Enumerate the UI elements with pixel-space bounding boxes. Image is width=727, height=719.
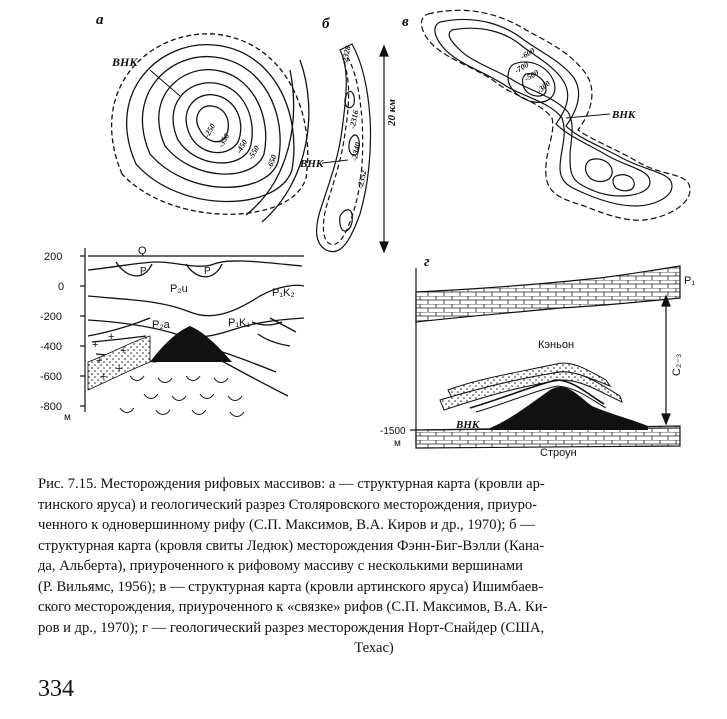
panel-g-letter: г [424, 254, 430, 270]
contour-label-v1: -600 [519, 46, 537, 62]
y-tick-neg200: -200 [40, 311, 63, 323]
label-canyon: Кэньон [538, 339, 575, 351]
label-p2u: P₂u [170, 283, 188, 295]
caption-line: (Р. Вильямс, 1956); в — структурная карта (кровли артинского яруса) Ишимбаев- [38, 578, 544, 595]
figure-caption [38, 474, 710, 659]
tick-g: -1500 [380, 426, 406, 437]
page-number: 334 [38, 676, 74, 702]
contour-label-b1: -2328 [339, 44, 353, 66]
label-p2a: P₂a [152, 319, 170, 331]
panel-a-letter: а [96, 12, 104, 28]
caption-last-line: Техас) [354, 640, 394, 656]
y-unit-a: м [64, 412, 71, 423]
label-p1-g: P₁ [684, 275, 696, 287]
caption-line: Рис. 7.15. Месторождения рифовых массивов: а — структурная карта (кровли ар- [38, 476, 545, 492]
y-tick-200: 200 [44, 251, 63, 263]
caption-line: да, Альберта), приуроченного к рифовому массиву с несколькими вершинами [38, 558, 523, 574]
contour-label-b2: -2316 [347, 109, 361, 130]
caption-line: ченного к одновершинному рифу (С.П. Максимов, В.А. Киров и др., 1970); б — [38, 517, 535, 533]
panel-a-vnk-label: ВНК [112, 55, 138, 69]
contour-label-v3: -500 [523, 68, 541, 84]
panel-b-vnk-label: ВНК [300, 158, 324, 170]
contour-label-a3: -450 [234, 137, 250, 156]
label-p-left: P [140, 266, 147, 277]
svg-text:+: + [116, 363, 123, 375]
label-strown: Строун [540, 447, 577, 459]
contour-label-b3: -2340 [349, 141, 363, 162]
label-c23: C₂₋₃ [671, 353, 683, 376]
panel-g-section [380, 254, 695, 459]
contour-label-a1: -250 [202, 121, 218, 140]
caption-line: ского месторождения, приуроченного к «связке» рифов (С.П. Максимов, В.А. Ки- [38, 599, 548, 615]
contour-label-v2: -700 [513, 60, 531, 76]
panel-v-letter: в [402, 14, 409, 30]
label-p1k1: P₁K₁ [228, 317, 251, 329]
caption-line: тинского яруса) и геологический разрез Столяровского месторождения, приуро- [38, 496, 538, 513]
unit-g: м [394, 438, 401, 449]
panel-a-section [40, 245, 304, 423]
contour-label-a2: -350 [216, 131, 232, 150]
contour-label-a4: -550 [246, 143, 262, 162]
label-q: Q [138, 245, 147, 257]
svg-text:+: + [92, 339, 99, 351]
panel-v-map [402, 10, 690, 220]
label-vnk-g: ВНК [456, 419, 480, 431]
svg-text:+: + [96, 355, 103, 367]
reef-body-a [150, 326, 232, 362]
svg-text:+: + [108, 331, 115, 343]
panel-a-map [96, 12, 309, 222]
label-p-right: P [204, 266, 211, 277]
y-tick-neg800: -800 [40, 401, 63, 413]
panel-b-map [299, 16, 398, 252]
caption-line: структурная карта (кровля свиты Ледюк) месторождения Фэнн-Биг-Вэлли (Кана- [38, 537, 545, 554]
scale-bar-b [380, 46, 388, 252]
panel-b-letter: б [322, 16, 330, 32]
panel-v-vnk-label: ВНК [612, 109, 636, 121]
svg-text:+: + [120, 345, 127, 357]
svg-text:+: + [100, 371, 107, 383]
caption-line: ров и др., 1970); г — геологический разрез месторождения Норт-Снайдер (США, [38, 619, 545, 636]
y-tick-0: 0 [58, 281, 65, 293]
contour-label-v4: -300 [535, 78, 553, 96]
contour-label-a5: -650 [265, 153, 279, 171]
contour-label-b4: -2352 [355, 169, 369, 190]
y-tick-neg400: -400 [40, 341, 63, 353]
scale-label-b: 20 км [386, 99, 398, 126]
label-p1k2: P₁K₂ [272, 287, 295, 299]
y-tick-neg600: -600 [40, 371, 63, 383]
